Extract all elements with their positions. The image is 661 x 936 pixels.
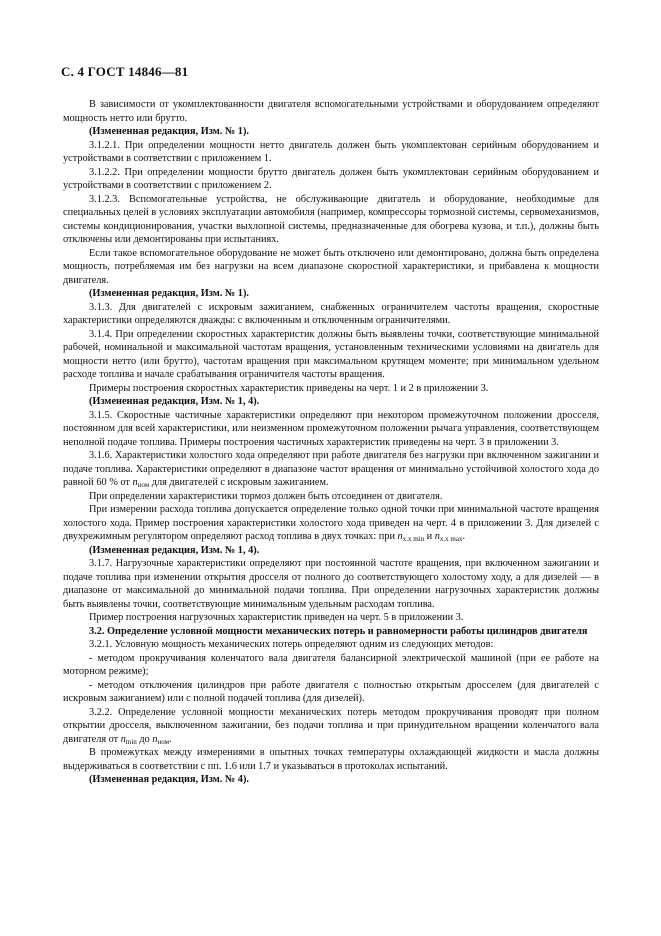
list-item: - методом прокручивания коленчатого вала двигателя балансирной электрической машиной (при ее работе на моторном режиме);	[63, 652, 599, 677]
subscript: ном	[157, 737, 170, 746]
variable-n: n	[120, 733, 126, 745]
paragraph-fuel-measurement	[63, 503, 599, 544]
paragraph: Если такое вспомогательное оборудование не может быть отключено или демонтировано, должна быть определена мощность, потребляемая им без нагрузки на всем диапазоне скоростной характеристики, и прибавлена к мощности двигателя.	[63, 247, 599, 286]
text-fragment: для двигателей с искровым зажиганием.	[149, 477, 329, 488]
revision-note: (Измененная редакция, Изм. № 1).	[89, 288, 249, 299]
text-fragment: При измерении расхода топлива допускается определение только одной точки при минимальной частоте вращения холостого хода. Пример построения характеристики холостого хода приведен на черт. 4 в приложении 3. Для дизелей с двухрежимным регулятором определяют расход топлива в двух точках: при	[63, 504, 599, 542]
paragraph: 3.1.2.2. При определении мощности брутто двигатель должен быть укомплектован серийным оборудованием и устройствами в соответствии с приложением 2.	[63, 166, 599, 191]
subscript: ном	[137, 481, 150, 489]
subscript: х.х max	[439, 535, 463, 543]
revision-note: (Измененная редакция, Изм. № 4).	[89, 774, 249, 785]
variable-n: n	[434, 531, 440, 542]
page-header: С. 4 ГОСТ 14846—81	[61, 64, 189, 79]
paragraph: 3.1.2.3. Вспомогательные устройства, не обслуживающие двигатель и оборудование, необходимые для специальных целей в условиях эксплуатации автомобиля (например, компрессоры тормозной системы, сервомеханизмов, системы кондиционирования, участки выхлопной системы, предназначенные для обогрева кузова, и т.п.), должны быть отключены или демонтированы при испытаниях.	[63, 193, 599, 245]
text-fragment: 3.1.6. Характеристики холостого хода определяют при работе двигателя без нагрузки при включенном зажигании и подаче топлива. Характеристики определяют в диапазоне частот вращения от минимально устойчивой холостого хода до равной 60 % от	[63, 450, 599, 488]
document-body	[63, 98, 599, 787]
paragraph: 3.1.3. Для двигателей с искровым зажиганием, снабженных ограничителем частоты вращения, скоростные характеристики определяются дважды: с включенным и отключенным ограничителями.	[63, 301, 599, 326]
paragraph: 3.1.7. Нагрузочные характеристики определяют при постоянной частоте вращения, при включенном зажигании и подаче топлива при изменении открытия дросселя от полного до соответствующего холостому ходу, а для дизелей — в диапазоне от максимальной до минимальной подачи топлива. При определении нагрузочных характеристик должны быть выявлены точки, соответствующие минимальным удельным расходам топлива.	[63, 558, 599, 610]
section-heading: 3.2. Определение условной мощности механических потерь и равномерности работы цилиндров двигателя	[89, 625, 588, 637]
paragraph: 3.1.2.1. При определении мощности нетто двигатель должен быть укомплектован серийным оборудованием и устройствами в соответствии с приложением 1.	[63, 139, 599, 164]
text-fragment: .	[169, 733, 172, 745]
variable-n: n	[397, 531, 403, 542]
text-fragment: .	[462, 531, 466, 542]
paragraph: В зависимости от укомплектованности двигателя вспомогательными устройствами и оборудованием определяют мощность нетто или брутто.	[63, 99, 599, 124]
paragraph-motoring-method	[63, 706, 599, 747]
text-fragment: и	[424, 531, 435, 542]
variable-n: n	[132, 477, 138, 488]
text-fragment: 3.2.2. Определение условной мощности механических потерь методом прокручивания проводят при полном открытии дросселя, выключенном зажигании, без подачи топлива и при принудительном вращении коленчатого вала двигателя от	[63, 706, 599, 745]
paragraph: При определении характеристики тормоз должен быть отсоединен от двигателя.	[89, 490, 443, 502]
list-item: - методом отключения цилиндров при работе двигателя с полностью открытым дросселем (для двигателей с искровым зажиганием) или с полной подачей топлива (для дизелей).	[63, 679, 599, 704]
text-fragment: до	[136, 733, 153, 745]
revision-note: (Измененная редакция, Изм. № 1, 4).	[89, 544, 260, 556]
subscript: х.х min	[402, 535, 425, 543]
revision-note: (Измененная редакция, Изм. № 1, 4).	[89, 396, 260, 407]
paragraph: Пример построения нагрузочных характеристик приведен на черт. 5 в приложении 3.	[89, 612, 464, 623]
revision-note: (Измененная редакция, Изм. № 1).	[89, 126, 249, 137]
subscript: min	[125, 737, 137, 746]
variable-n: n	[152, 733, 158, 745]
paragraph: Примеры построения скоростных характеристик приведены на черт. 1 и 2 в приложении 3.	[89, 382, 489, 394]
paragraph: В промежутках между измерениями в опытных точках температуры охлаждающей жидкости и масла должны выдерживаться в соответствии с пп. 1.6 или 1.7 и указываться в протоколах испытаний.	[63, 747, 599, 772]
paragraph: 3.2.1. Условную мощность механических потерь определяют одним из следующих методов:	[89, 639, 494, 650]
paragraph: 3.1.4. При определении скоростных характеристик должны быть выявлены точки, соответствующие минимальной рабочей, номинальной и максимальной частотам вращения, установленным техническими условиями на двигатель для мощности нетто (или брутто), частотам вращения при максимальном крутящем моменте; при минимальном удельном расходе топлива и начале срабатывания ограничителя частоты вращения.	[63, 328, 599, 380]
paragraph-idle-characteristics	[63, 449, 599, 490]
paragraph: 3.1.5. Скоростные частичные характеристики определяют при некотором промежуточном положении дросселя, постоянном для всей характеристики, или неизменном промежуточном положении рычага управления, соответствующем неполной подаче топлива. Примеры построения частичных характеристик приведены на черт. 3 в приложении 3.	[63, 409, 599, 448]
